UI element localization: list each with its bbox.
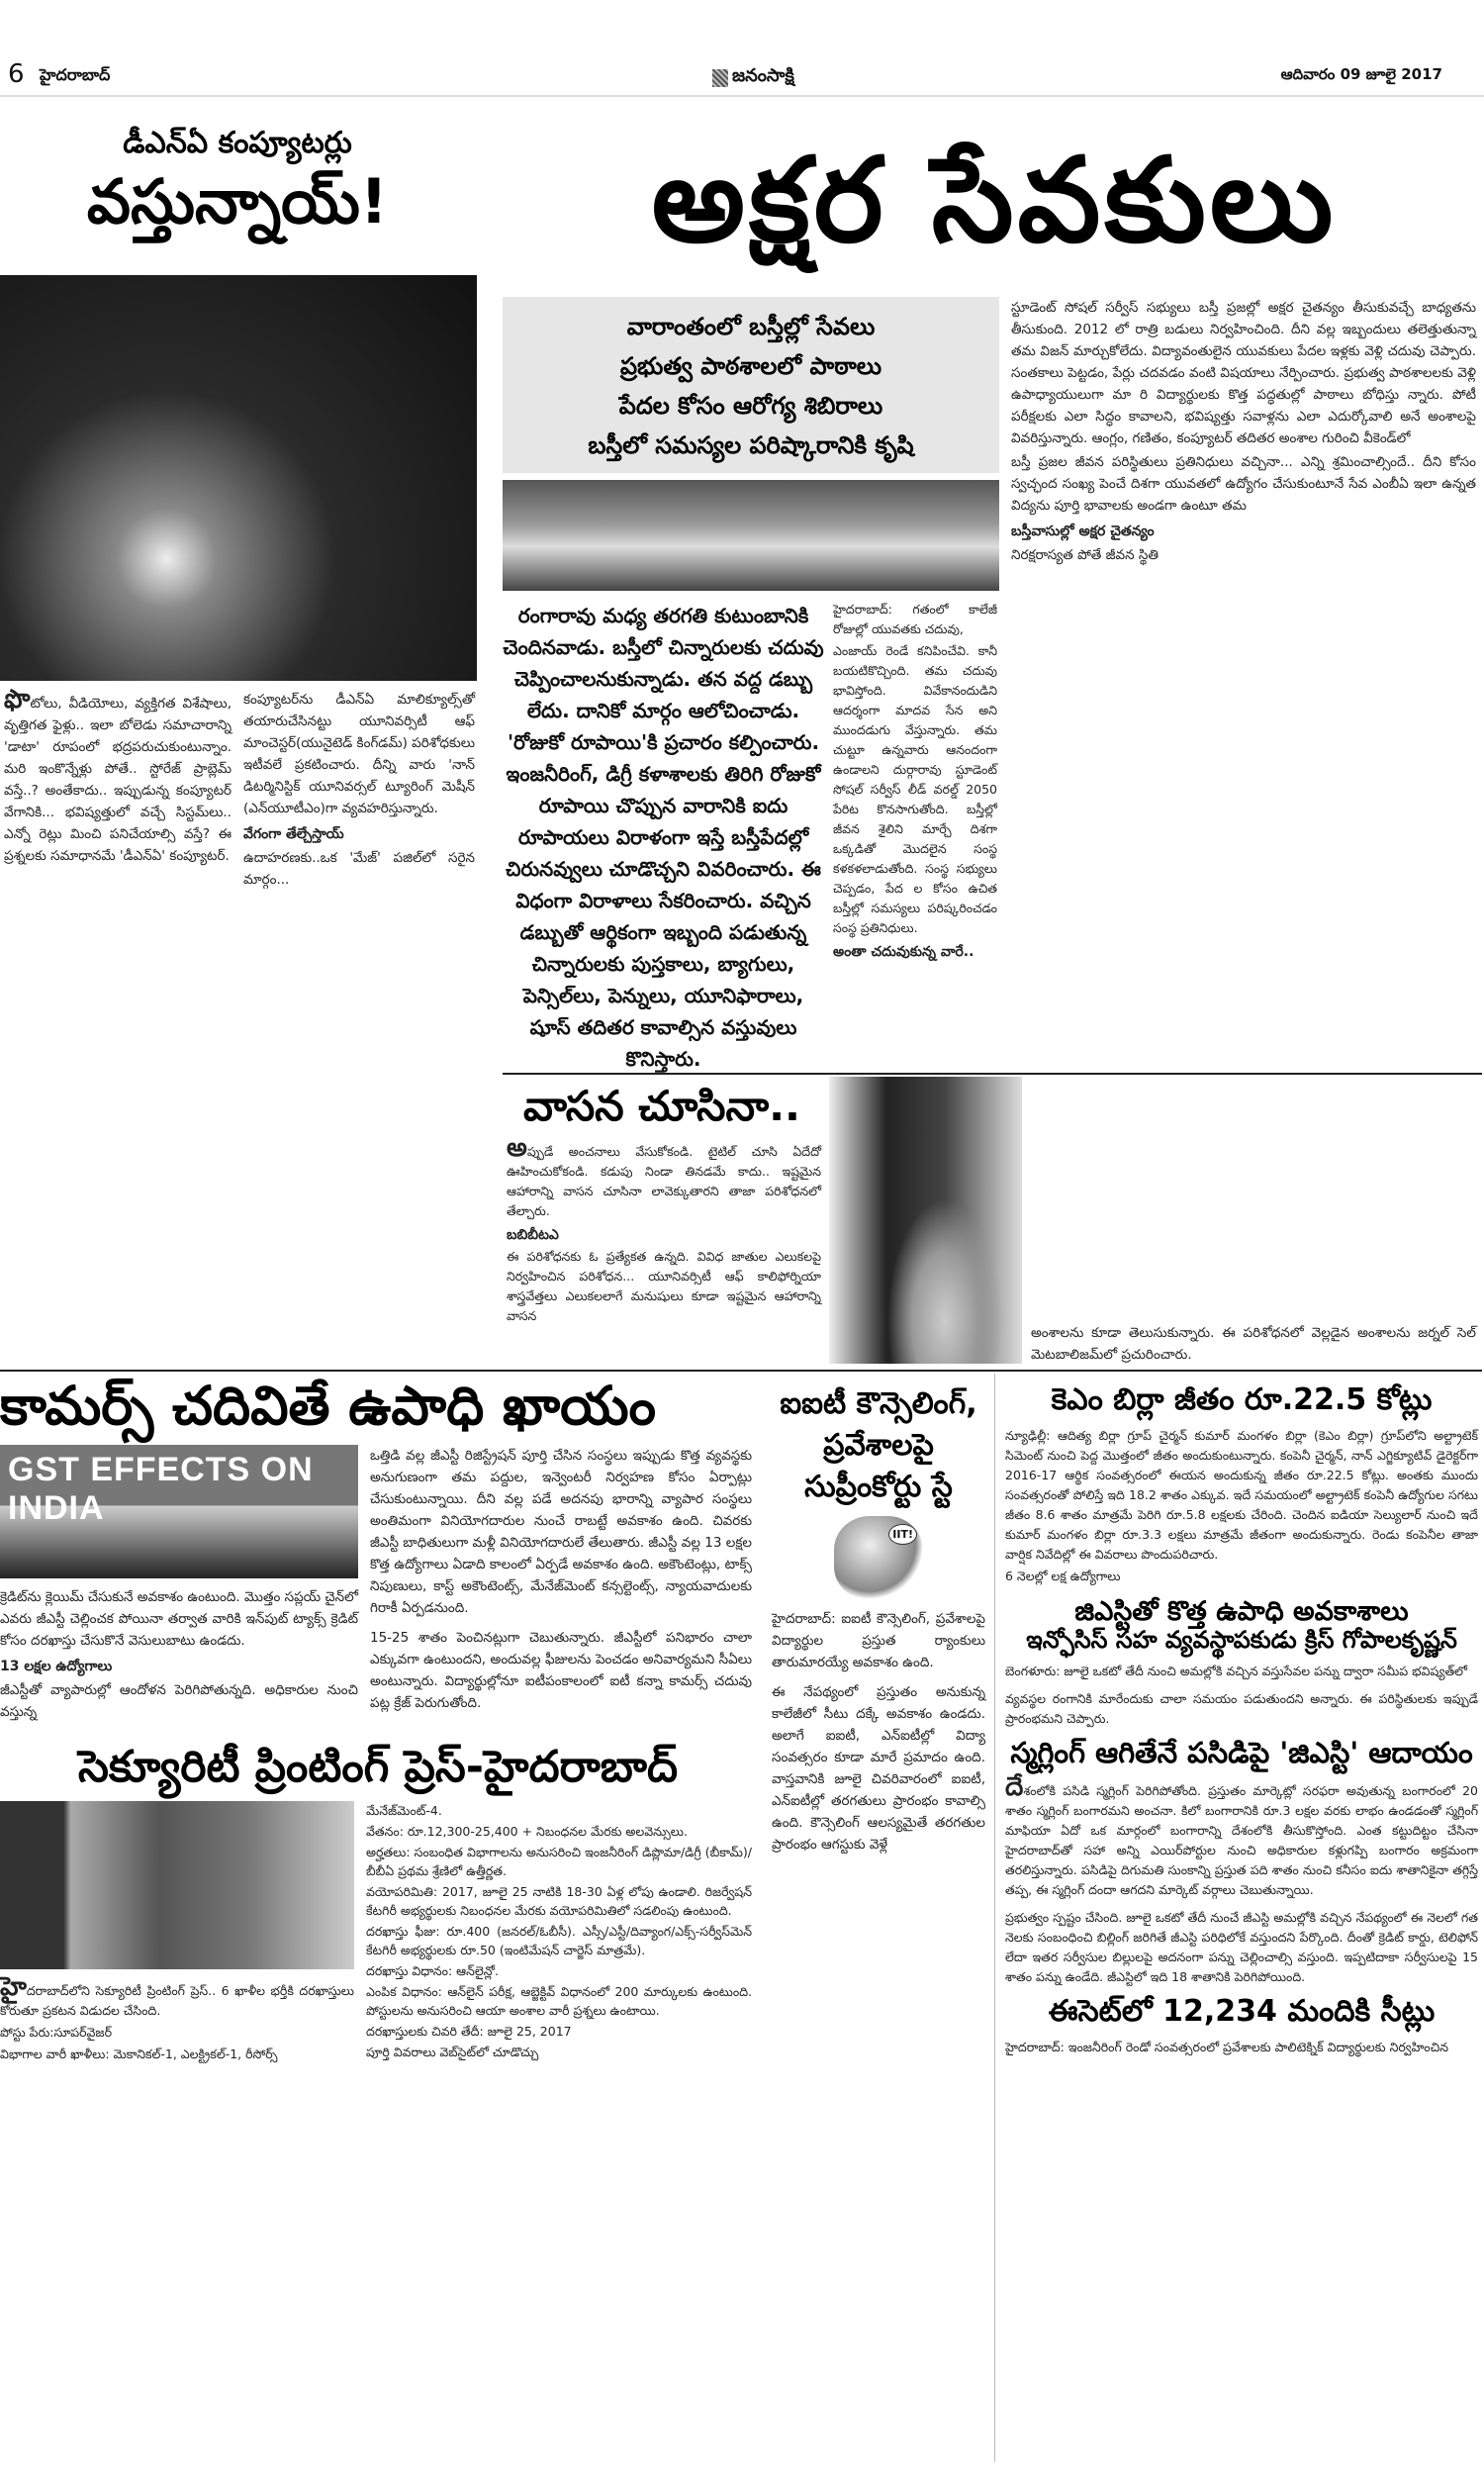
right-lower-column	[1001, 1383, 1482, 2057]
commerce-text-b: 15-25 శాతం పెంచినట్లుగా చెబుతున్నారు. జీఎస్టీలో పనిభారం చాలా ఎక్కువగా ఉంటుందని, అందువల్ల ఫీజులను పెంచడం అనివార్యమని సీఏలు అంటున్నారు. విద్యార్థుల్లోనూ ఐటీపంకాలంలో ఐటీ కన్నా కామర్స్ చదువు పట్ల క్రేజ్ పెరుగుతోంది.	[370, 1630, 752, 1712]
akshara-mid-subhead2: బస్తీవాసుల్లో అక్షర చైతన్యం	[1011, 523, 1155, 539]
spp-detail: మేనేజ్‌మెంట్-4.	[366, 1802, 442, 1818]
commerce-subhead: 13 లక్షల ఉద్యోగాలు	[0, 1659, 113, 1675]
iit-headline: ఐఐటీ కౌన్సెలింగ్, ప్రవేశాలపై సుప్రీంకోర్టు స్టే	[780, 1386, 977, 1504]
vasana-body	[507, 1133, 821, 1328]
section-rule	[0, 1370, 1482, 1372]
gst-jobs-subheadline: ఇన్ఫోసిస్ సహ వ్యవస్థాపకుడు క్రిస్ గోపాలకృష్ణన్	[1026, 1625, 1457, 1654]
issue-date: ఆదివారం 09 జూలై 2017	[1280, 65, 1442, 83]
spp-detail: వేతనం: రూ.12,300-25,400 + నిబంధనల మేరకు అలవెన్సులు.	[366, 1823, 688, 1839]
vasana-subhead: బబిబీటఎ	[507, 1227, 559, 1243]
edition-label: హైదరాబాద్	[40, 65, 111, 84]
page-number: 6	[8, 59, 25, 89]
spp-headline: సెక్యూరిటీ ప్రింటింగ్ ప్రెస్-హైదరాబాద్	[77, 1742, 679, 1793]
dna-body-col2	[243, 689, 475, 893]
lower-left-region	[0, 1376, 756, 2469]
spp-columns	[0, 1801, 756, 2066]
dna-kicker: డీఎన్‌ఏ కంప్యూటర్లు	[123, 126, 352, 160]
woman-smelling-cookies-photo	[829, 1077, 1022, 1364]
spp-post: పోస్టు పేరు:సూపర్‌వైజర్	[0, 2024, 112, 2040]
vasana-text-b: ఈ పరిశోధనకు ఓ ప్రత్యేకత ఉన్నది. వివిధ జాతుల ఎలుకలపై నిర్వహించిన పరిశోధన... యూనివర్సిటీ ఆఫ్ కాలిఫోర్నియా శాస్త్రవేత్తలు ఎలుకలలాగే మనుషులు కూడా ఇష్టమైన ఆహారాన్ని వాసన	[507, 1249, 821, 1323]
vasana-headline: వాసన చూసినా..	[522, 1082, 800, 1130]
commerce-headline: కామర్స్ చదివితే ఉపాధి ఖాయం	[0, 1375, 656, 1437]
gst-jobs-headline: జిఎస్టితో కొత్త ఉపాధి అవకాశాలు	[1074, 1595, 1409, 1627]
dna-col2-text: కంప్యూటర్‌ను డీఎన్‌ఏ మాలిక్యూల్స్‌తో తయారుచేసినట్టు యూనివర్సిటీ ఆఫ్ మాంచెస్టర్(యునైటెడ్ కింగ్‌డమ్) పరిశోధకులు ఇటీవలే ప్రకటించారు. దీన్ని వారు 'నాన్ డిటర్మినిస్టిక్ యూనివర్సల్ ట్యూరింగ్ మెషీన్ (ఎన్‌యూటీఎం)గా వ్యవహరిస్తున్నారు.	[243, 692, 475, 816]
commerce-left-text: క్రెడిట్‌ను క్లెయిమ్ చేసుకునే అవకాశం ఉంటుంది. మొత్తం సప్లయ్ చైన్‌లో ఎవరు జీఎస్టీ చెల్లించక పోయినా తర్వాత వారికి ఇన్‌పుట్ ట్యాక్స్ క్రెడిట్ కోసం దరఖాస్తు చేసుకొనే వెసులుబాటు ఉండదు.	[0, 1589, 358, 1650]
commerce-left-body	[0, 1586, 358, 1723]
dna-body-col1: ఫొటోలు, వీడియోలు, వ్యక్తిగత విశేషాలు, వృత్తిగత ఫైళ్లు.. ఇలా బోలెడు సమాచారాన్ని 'డాటా' రూపంలో భద్రపరుచుకుంటున్నాం. మరి ఇంకొన్నేళ్లు పోతే.. స్టోరేజ్ ప్రాబ్లెమ్ వస్తే..? అంతేకాదు.. ఇప్పుడున్న కంప్యూటర్ వేగానికి... భవిష్యత్తులో వచ్చే సిస్టమ్‌లు.. ఎన్నో రెట్లు మించి పనిచేయాల్సి వస్తే? ఈ ప్రశ్నలకు సమాధానమే 'డీఎన్‌ఏ' కంప్యూటర్.	[4, 685, 232, 864]
masthead	[712, 65, 794, 90]
volunteers-group-photo	[503, 480, 999, 591]
deck-line: ప్రభుత్వ పాఠశాలలో పాఠాలు	[619, 352, 882, 380]
spp-intro-block	[0, 1971, 354, 2064]
header-rule	[0, 95, 1484, 97]
gst-image-caption: GST EFFECTS ON INDIA	[8, 1451, 314, 1528]
gst-jobs-headlines	[1001, 1596, 1482, 1655]
spp-detail: అర్హతలు: సంబంధిత విభాగాలను అనుసరించి ఇంజనీరింగ్ డిప్లొమా/డిగ్రీ (బీకామ్)/బీబీఏ ప్రథమ శ్రేణిలో ఉత్తీర్ణత.	[366, 1844, 752, 1878]
commerce-left-text-b: జీఎస్టీతో వ్యాపారుల్లో ఆందోళన పెరిగిపోతున్నది. అధికారుల నుంచి వస్తున్న	[0, 1682, 358, 1721]
vasana-right-text: అంశాలను కూడా తెలుసుకున్నారు. ఈ పరిశోధనలో వెల్లడైన అంశాలను జర్నల్ సెల్ మెటబాలిజమ్‌లో ప్రచురించారు.	[1031, 1325, 1476, 1363]
spp-vacancies: విభాగాల వారీ ఖాళీలు: మెకానికల్-1, ఎలక్ట్రికల్-1, రీసోర్స్	[0, 2046, 278, 2061]
commerce-body	[370, 1445, 752, 1716]
iit-cartoon-image	[834, 1516, 923, 1600]
iit-column	[772, 1383, 985, 1857]
dna-col2-subhead: వేగంగా తేల్చేస్తాయ్	[243, 826, 344, 842]
birla-subhead: 6 నెలల్లో లక్ష ఉద్యోగాలు	[1005, 1568, 1121, 1583]
akshara-right-text: స్టూడెంట్ సోషల్ సర్వీస్ సభ్యులు బస్తీ ప్రజల్లో అక్షర చైతన్యం తీసుకువచ్చే బాధ్యతను తీసుకుంది. 2012 లో రాత్రి బడులు నిర్వహించింది. దీని వల్ల ఇబ్బందులు తలెత్తుతున్నా తమ విజన్ మార్చుకోలేదు. విద్యావంతులైన యువకులు పేదల ఇళ్లకు వెళ్లి చదువు చెప్పారు. సంతకాలు పెట్టడం, పేర్లు చదవడం వంటి విషయాలు నేర్పించారు. ప్రభుత్వ పాఠశాలలకు వెళ్లి ఉపాధ్యాయులుగా మా రి విద్యార్థులకు కొత్త పద్ధతుల్లో పాఠాలు బోధిస్తు న్నారు. పోటీ పరీక్షలకు ఎలా సిద్ధం కావాలని, భవిష్యత్తు సవాళ్లను ఎలా ఎదుర్కోవాలి అనే అంశాలపై వివరిస్తున్నారు. ఆంగ్లం, గణితం, కంప్యూటర్ తదితర అంశాల గురించి వీకెండ్‌లో	[1011, 300, 1476, 446]
spp-detail: ఎంపిక విధానం: ఆన్‌లైన్ పరీక్ష, ఆబ్జెక్టివ్ విధానంలో 200 మార్కులకు ఉంటుంది. పోస్టులను అనుసరించి ఆయా అంశాల వారీ ప్రశ్నలు ఉంటాయి.	[366, 1983, 752, 2018]
birla-headline: కెఎం బిర్లా జీతం రూ.22.5 కోట్లు	[1051, 1382, 1433, 1417]
akshara-mid-subhead: అంతా చదువుకున్న వారే..	[833, 944, 974, 960]
gst-effects-image	[0, 1445, 358, 1578]
akshara-mid-text-b: బస్తీ ప్రజల జీవన పరిస్థితులు ప్రతినిధులు వచ్చినా... ఎన్ని శ్రమించాల్సిందే.. దీని కోసం స్వచ్ఛంద సంఖ్య పెంచే దిశగా యువతలో ఉద్యోగం చేసుకుంటూనే సేవ ఎంబీఏ ఇలా ఉన్నత విద్యను పూర్తి భావాలకు అండగా ఉంటూ తమ	[1011, 454, 1476, 514]
masthead-logo-icon	[712, 69, 728, 87]
deck-line: వారాంతంలో బస్తీల్లో సేవలు	[626, 313, 876, 340]
dna-headline: వస్తున్నాయ్!	[86, 165, 389, 238]
akshara-deck-box	[503, 297, 999, 473]
spp-details	[366, 1801, 752, 2063]
commerce-left-col	[0, 1445, 358, 1725]
smuggling-body: దేశంలోకి పసిడి స్మగ్లింగ్ పెరిగిపోతోంది. ప్రస్తుతం మార్కెట్లో సరఫరా అవుతున్న బంగారంలో 20 శాతం స్మగ్లింగ్ బంగారమని అంచనా. కిలో బంగారానికి రూ.3 లక్షల వరకు లాభం ఉండడంతో స్మగ్లింగ్ మాఫియా ఏదో ఒక మార్గంలో బంగారాన్ని దేశంలోకి తీసుకొస్తోంది. ఎంత కట్టుదిట్టం చేసినా హైదరాబాద్‌తో సహా అన్ని ఎయిర్‌పోర్టుల నుంచి అధికారుల కళ్లుగప్పి బంగారం అక్రమంగా తరలిస్తున్నారు. పసిడిపై దిగుమతి సుంకాన్ని ప్రస్తుత పది శాతం నుంచి కనీసం ఐదు శాతానికైనా తగ్గిస్తే తప్ప, ఈ స్మగ్లింగ్ దందా ఆగదని మార్కెట్ వర్గాలు చెబుతున్నాయి.	[1005, 1772, 1478, 1898]
akshara-mid-col	[833, 600, 997, 964]
smuggling-headline: స్మగ్లింగ్ ఆగితేనే పసిడిపై 'జిఎస్టి' ఆదాయం	[1010, 1736, 1473, 1770]
gst-jobs-tail: వ్యవస్థల రంగానికి మారేందుకు చాలా సమయం పడుతుందని అన్నారు. ఈ పరిస్థితులకు ఇప్పుడే ప్రారంభమని చెప్పారు.	[1005, 1691, 1478, 1727]
deck-line: పేదల కోసం ఆరోగ్య శిబిరాలు	[618, 392, 883, 420]
dna-computer-photo	[0, 275, 477, 681]
akshara-right-col	[1011, 297, 1476, 568]
iit-body	[772, 1608, 985, 1857]
spp-left-col	[0, 1801, 354, 2066]
akshara-mid-text-c: నిరక్షరాస్యత పోతే జీవన స్థితి	[1011, 547, 1159, 563]
masthead-title: జనంసాక్షి	[732, 65, 794, 86]
column-divider	[994, 1374, 995, 2462]
spp-detail: వయోపరిమితి: 2017, జూలై 25 నాటికి 18-30 ఏళ్ల లోపు ఉండాలి. రిజర్వేషన్ కేటగిరీ అభ్యర్థులకు నిబంధనల మేరకు వయోపరిమితిలో సడలింపు ఉంటుంది.	[366, 1883, 752, 1918]
ecet-headline: ఈసెట్‌లో 12,234 మందికి సీట్లు	[1048, 1994, 1436, 2030]
section-rule	[503, 1073, 1482, 1075]
akshara-mid-text: ఎంజాయ్ రెండే కనిపించేవి. కానీ బయటికొచ్చింది. తమ చదువు భావిస్తోంది. వివేకానందుడిని ఆదర్శంగా మాదవ సేన అని ముందడుగు వేస్తున్నారు. తమ చుట్టూ ఉన్నవారు ఆనందంగా ఉండాలని దుర్గారావు స్టూడెంట్ సోషల్ సర్వీస్ లీడ్ వరల్డ్ 2050 పేరిట కొనసాగుతోంది. బస్తీల్లో జీవన శైలిని మార్చే దిశగా ఒక్కడితో మొదలైన సంస్థ కళకళలాడుతోంది. సంస్థ సభ్యులు చెప్పడం, పేద ల కోసం ఉచిత బస్తీల్లో సమస్యలు పరిష్కరించడం సంస్థ ప్రతినిధులు.	[833, 643, 997, 935]
smuggling-body-b: ప్రభుత్వం స్పష్టం చేసింది. జూలై ఒకటో తేదీ నుంచే జీఎస్టి అమల్లోకి వచ్చిన నేపథ్యంలో ఈ నెలలో గత నెలకు సంబంధించి బిల్లింగ్ జరిగితే జీఎస్టి పరిధిలోకే వస్తుందని పేర్కొంది. దీంతో క్రెడిట్ కార్డు, టెలిఫోన్ లేదా ఇతర సర్వీసుల బిల్లులపై అదనంగా పన్ను చెల్లించాల్సి వస్తుంది. ఇప్పటిదాకా సర్వీసులపై 15 శాతం పన్ను ఉండేది. జీఎస్టిలో ఇది 18 శాతానికి పెరిగిపోయింది.	[1005, 1910, 1478, 1985]
iit-text: హైదరాబాద్: ఐఐటీ కౌన్సెలింగ్, ప్రవేశాలపై విద్యార్థుల ప్రస్తుత ర్యాంకులు తారుమారయ్యే అవకాశం ఉంది.	[772, 1611, 985, 1670]
commerce-columns	[0, 1445, 756, 1725]
birla-text: న్యూఢిల్లీ: ఆదిత్య బిర్లా గ్రూప్ చైర్మన్ కుమార్ మంగళం బిర్లా (కెఎం బిర్లా) గ్రూప్‌లోని అల్ట్రాటెక్ సిమెంట్ నుంచి పెద్ద మొత్తంలో జీతం అందుకుంటున్నారు. కంపెనీ చైర్మన్, నాన్ ఎగ్జిక్యూటివ్ డైరెక్టర్‌గా 2016-17 ఆర్థిక సంవత్సరంలో ఈయన అందుకున్న జీతం రూ.22.5 కోట్లు. అంతకు ముందు సంవత్సరంతో పోలిస్తే ఇది 18.2 శాతం ఎక్కువ. ఇదే సమయంలో అల్ట్రాటెక్ కంపెనీ ఉద్యోగుల సగటు జీతం 8.6 శాతం మాత్రమే పెరిగి రూ.5.8 లక్షలకు చేరింది. చెందిన ఐడియా సెల్యులార్ నుంచి ఇదే కుమార్ మంగళం బిర్లా రూ.3.3 లక్షలు మాత్రమే జీతంగా అందుకున్నారు. రెండు కంపెనీల తాజా వార్షిక నివేదిల్లో ఈ వివరాలు పొందుపరిచారు.	[1005, 1427, 1478, 1562]
vasana-text: అప్పుడే అంచనాలు వేసుకోకండి. టైటిల్ చూసి ఏదేదో ఊహించుకోకండి. కడుపు నిండా తినడమే కాదు.. ఇష్టమైన ఆహారాన్ని వాసన చూసినా లావెక్కుతారని తాజా పరిశోధనలో తేల్చారు.	[507, 1133, 821, 1218]
akshara-headline: అక్షర సేవకులు	[651, 132, 1338, 268]
spp-intro: హైదరాబాద్‌లోని సెక్యూరిటీ ప్రింటింగ్ ప్రెస్.. 6 ఖాళీల భర్తీకి దరఖాస్తులు కోరుతూ ప్రకటన విడుదల చేసింది.	[0, 1971, 354, 2018]
birla-body	[1001, 1426, 1482, 1588]
spp-detail: దరఖాస్తు విధానం: ఆన్‌లైన్లో.	[366, 1962, 499, 1978]
vasana-right-col	[1031, 1079, 1476, 1366]
iit-text-b: ఈ నేపథ్యంలో ప్రస్తుతం అనుకున్న కాలేజీలో సీటు దక్కే అవకాశం ఉండదు. అలాగే ఐఐటీ, ఎన్ఐటీల్లో విద్యా సంవత్సరం కూడా మారే ప్రమాదం ఉంది. వాస్తవానికి జూలై చివరివారంలో ఐఐటీ, ఎన్ఐటీల్లో తరగతులు ప్రారంభం కావాల్సి ఉంది. కౌన్సెలింగ్ ఆలస్యమైతే తరగతుల ప్రారంభం ఆగస్టుకు వెళ్లే	[772, 1684, 985, 1853]
spp-detail: పూర్తి వివరాలు వెబ్‌సైట్‌లో చూడొచ్చు	[366, 2044, 539, 2059]
iit-cartoon-label: IIT!	[888, 1524, 917, 1545]
gst-jobs-body: బెంగళూరు: జూలై ఒకటో తేదీ నుంచి అమల్లోకి వచ్చిన వస్తుసేవల పన్ను ద్వారా సమీప భవిష్యత్‌లో	[1005, 1664, 1468, 1679]
deck-line: బస్తీలో సమస్యల పరిష్కారానికి కృషి	[588, 431, 914, 459]
ecet-body: హైదరాబాద్: ఇంజనీరింగ్ రెండో సంవత్సరంలో ప్రవేశాలకు పాలిటెక్నిక్ విద్యార్థులకు నిర్వహించిన	[1005, 2039, 1448, 2054]
commerce-text: ఒత్తిడి వల్ల జీఎస్టీ రిజిస్ట్రేషన్ పూర్తి చేసిన సంస్థలు ఇప్పుడు కొత్త వ్యవస్థకు అనుగుణంగా తమ పద్దుల, ఇన్వెంటరీ నిర్వహణ కోసం ఏర్పాట్లు చేసుకుంటున్నాయి. దీని వల్ల పడే అదనపు భారాన్ని వ్యాపార సంస్థలు అంతిమంగా వినియోగదారుల నుంచే రాబట్టే అవకాశం ఉంది. చివరకు జీఎస్టీ బాధితులుగా మళ్లీ వినియోగదారులే తేలుతారు. జీఎస్టీ వల్ల 13 లక్షల కొత్త ఉద్యోగాలు ఏడాది కాలంలో ఏర్పడే అవకాశం ఉంది. అకౌంటెంట్లు, టాక్స్ నిపుణులు, కాస్ట్ అకౌంటెంట్స్, మేనేజ్‌మెంట్ కన్సల్టెంట్స్, న్యాయవాదులకు గిరాకీ ఏర్పడనుంది.	[370, 1448, 752, 1617]
akshara-dateline: హైదరాబాద్: గతంలో కాలేజీ రోజుల్లో యువతకు చదువు,	[833, 602, 997, 636]
spp-detail: దరఖాస్తు ఫీజు: రూ.400 (జనరల్/ఓబీసీ). ఎస్సీ/ఎస్టీ/దివ్యాంగ/ఎక్స్-సర్వీస్‌మెన్ కేటగిరీ అభ్యర్థులకు రూ.50 (ఇంటిమేషన్ చార్జెస్ మాత్రమే).	[366, 1923, 752, 1957]
dna-col2-text-b: ఉదాహరణకు..ఒక 'మేజ్' పజిల్‌లో సరైన మార్గం...	[243, 850, 475, 888]
security-check-photo	[0, 1801, 354, 1969]
spp-detail: దరఖాస్తులకు చివరి తేదీ: జూలై 25, 2017	[366, 2023, 572, 2039]
akshara-pull-quote: రంగారావు మధ్య తరగతి కుటుంబానికి చెందినవాడు. బస్తీలో చిన్నారులకు చదువు చెప్పించాలనుకున్నాడు. తన వద్ద డబ్బు లేదు. దానికో మార్గం ఆలోచించాడు. 'రోజుకో రూపాయి'కి ప్రచారం కల్పించారు. ఇంజనీరింగ్, డిగ్రీ కళాశాలకు తిరిగి రోజుకో రూపాయి చొప్పున వారానికి ఐదు రూపాయలు విరాళంగా ఇస్తే బస్తీపేదల్లో చిరునవ్వులు చూడొచ్చని వివరించారు. ఈ విధంగా విరాళాలు సేకరించారు. వచ్చిన డబ్బుతో ఆర్థికంగా ఇబ్బంది పడుతున్న చిన్నారులకు పుస్తకాలు, బ్యాగులు, పెన్సిల్‌లు, పెన్నులు, యూనిఫారాలు, షూస్ తదితర కావాల్సిన వస్తువులు కొనిస్తారు.	[503, 604, 824, 1071]
